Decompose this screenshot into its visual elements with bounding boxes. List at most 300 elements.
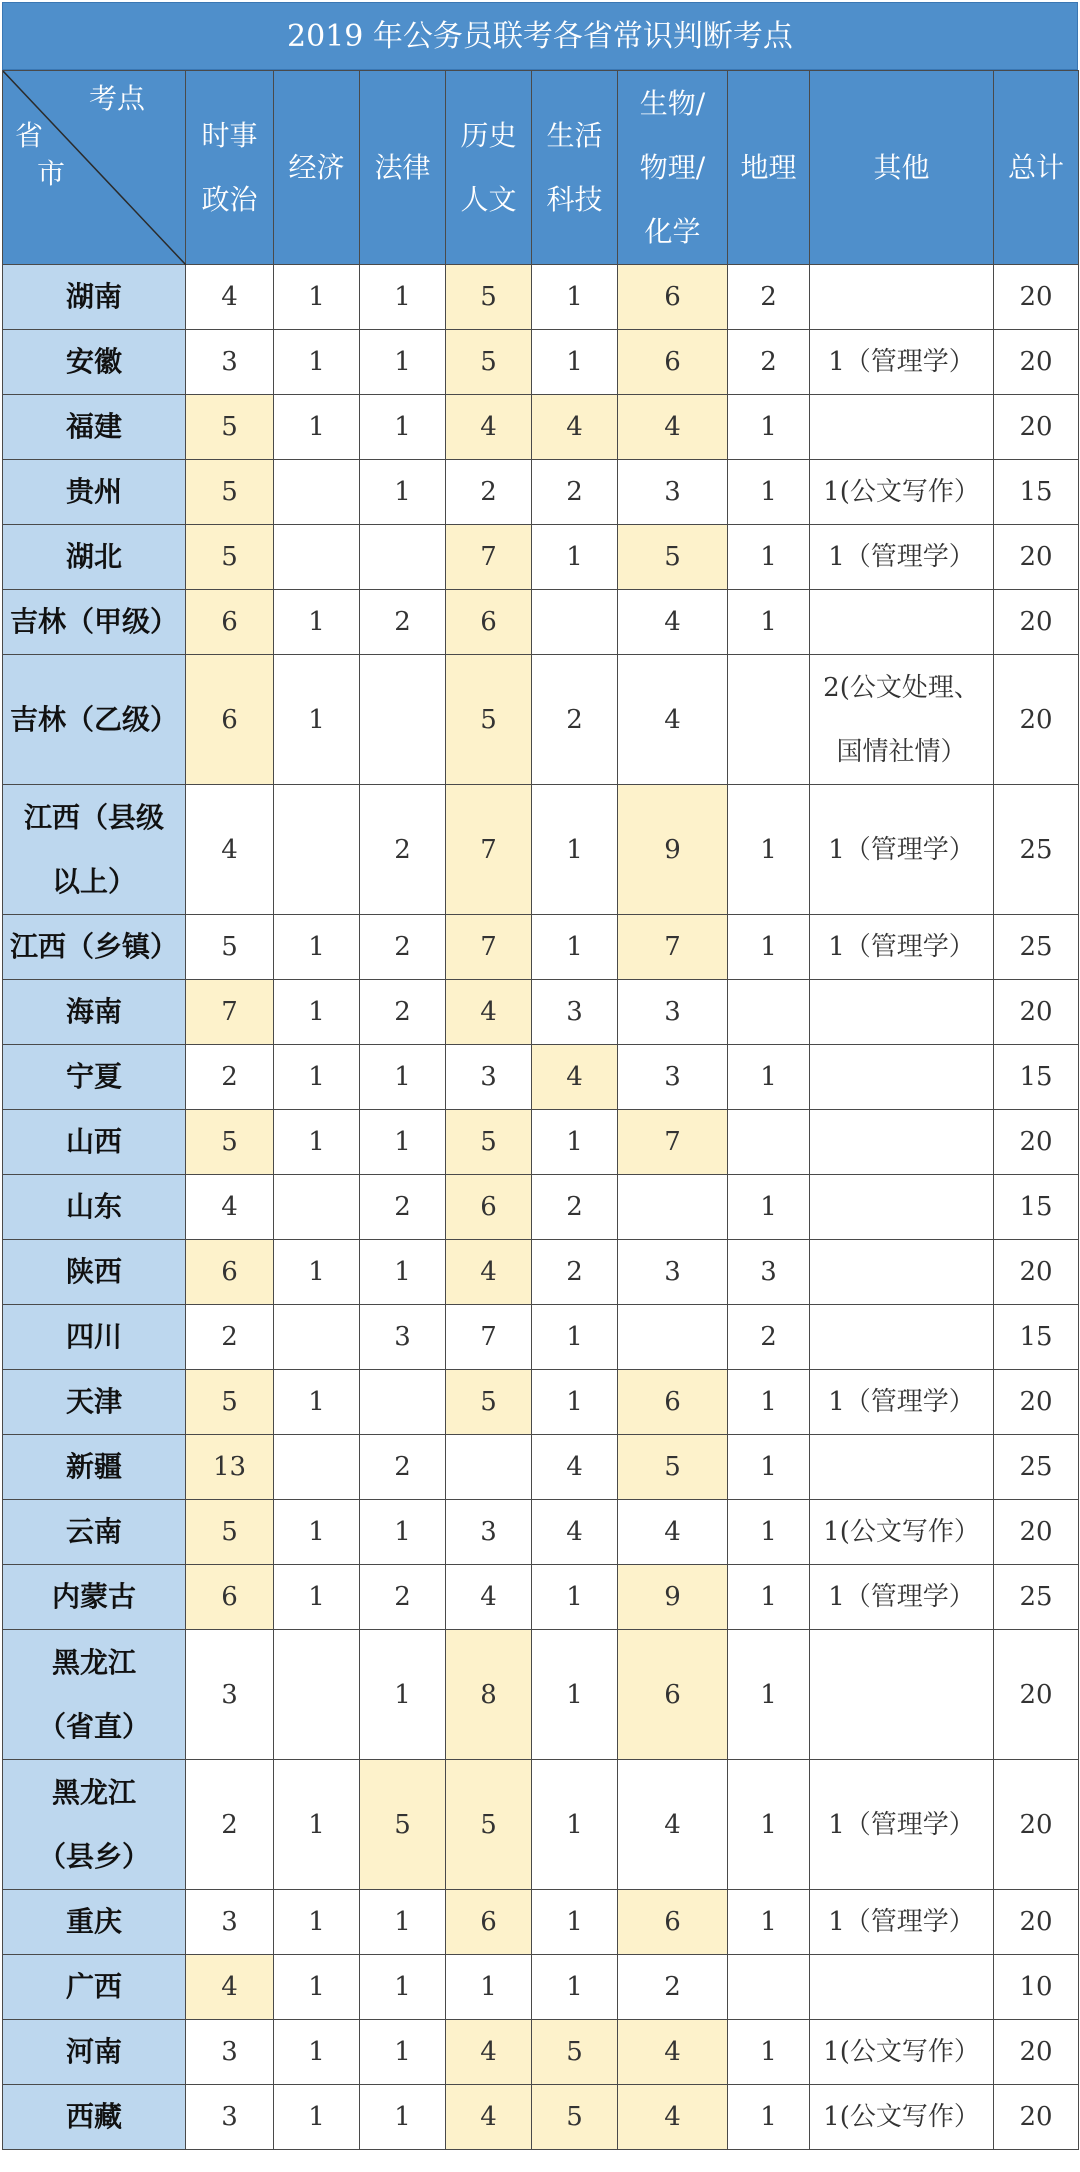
count-cell: 3 — [186, 1890, 274, 1955]
province-name: 黑龙江 — [51, 1645, 136, 1679]
count-cell: 5 — [446, 1760, 532, 1890]
count-cell: 5 — [446, 265, 532, 330]
count-cell: 2 — [360, 590, 446, 655]
count-cell: 3 — [618, 460, 728, 525]
total-cell: 15 — [994, 1305, 1079, 1370]
province-name: 吉林（乙级） — [9, 702, 178, 736]
table-row — [3, 395, 1079, 460]
count-cell: 1 — [360, 2085, 446, 2150]
other-topic-cell — [810, 395, 994, 460]
column-header — [274, 71, 360, 265]
count-cell: 3 — [186, 330, 274, 395]
count-cell: 2 — [360, 785, 446, 915]
count-cell: 1 — [728, 1630, 810, 1760]
count-cell: 5 — [446, 1110, 532, 1175]
count-cell: 5 — [186, 1110, 274, 1175]
count-cell: 6 — [618, 265, 728, 330]
count-cell: 4 — [618, 590, 728, 655]
total-cell: 20 — [994, 1630, 1079, 1760]
count-cell: 2 — [186, 1045, 274, 1110]
other-topic-cell — [810, 1240, 994, 1305]
count-cell: 4 — [186, 1955, 274, 2020]
count-cell: 5 — [186, 915, 274, 980]
other-topic-cell: 1（管理学） — [810, 1890, 994, 1955]
total-cell: 20 — [994, 330, 1079, 395]
cell-text: 国情社情） — [836, 736, 967, 767]
other-topic-cell — [810, 980, 994, 1045]
count-cell: 5 — [446, 1370, 532, 1435]
province-name: 贵州 — [65, 475, 122, 508]
count-cell: 1 — [532, 1370, 618, 1435]
province-name: 天津 — [65, 1385, 122, 1418]
other-topic-cell: 1(公文写作） — [810, 2085, 994, 2150]
count-cell: 1 — [728, 460, 810, 525]
table-row — [3, 1630, 1079, 1760]
count-cell: 1 — [532, 785, 618, 915]
other-topic-cell: 1（管理学） — [810, 525, 994, 590]
column-header-text: 地理 — [740, 150, 797, 184]
province-cell — [3, 1305, 186, 1370]
count-cell: 2 — [360, 980, 446, 1045]
count-cell: 1 — [360, 330, 446, 395]
province-name: 宁夏 — [65, 1060, 122, 1093]
count-cell — [360, 525, 446, 590]
count-cell: 1 — [360, 460, 446, 525]
province-name: 重庆 — [65, 1905, 122, 1938]
count-cell: 6 — [446, 1890, 532, 1955]
count-cell: 1 — [728, 590, 810, 655]
count-cell: 1 — [532, 1630, 618, 1760]
count-cell: 1 — [728, 1500, 810, 1565]
column-header-text: 生物/ — [639, 86, 706, 120]
column-header-text: 科技 — [546, 182, 603, 216]
count-cell: 7 — [446, 785, 532, 915]
count-cell: 1 — [274, 330, 360, 395]
column-header — [360, 71, 446, 265]
count-cell — [274, 460, 360, 525]
province-cell — [3, 1045, 186, 1110]
other-topic-cell — [810, 1630, 994, 1760]
count-cell: 2 — [728, 330, 810, 395]
column-header — [532, 71, 618, 265]
total-cell: 20 — [994, 2085, 1079, 2150]
count-cell: 1 — [360, 395, 446, 460]
count-cell: 2 — [532, 655, 618, 785]
count-cell: 6 — [186, 655, 274, 785]
count-cell: 3 — [618, 980, 728, 1045]
count-cell: 4 — [532, 395, 618, 460]
total-cell: 20 — [994, 1500, 1079, 1565]
count-cell: 1 — [728, 2020, 810, 2085]
count-cell: 1 — [360, 1955, 446, 2020]
count-cell: 6 — [186, 1565, 274, 1630]
count-cell: 3 — [446, 1045, 532, 1110]
table-row — [3, 265, 1079, 330]
count-cell: 1 — [360, 1630, 446, 1760]
count-cell: 2 — [360, 1435, 446, 1500]
count-cell: 1 — [274, 2085, 360, 2150]
province-name: 黑龙江 — [51, 1775, 136, 1809]
count-cell — [728, 1955, 810, 2020]
count-cell — [532, 590, 618, 655]
count-cell: 4 — [618, 395, 728, 460]
other-topic-cell: 1（管理学） — [810, 1370, 994, 1435]
table-row — [3, 1305, 1079, 1370]
province-cell — [3, 655, 186, 785]
count-cell: 1 — [360, 1045, 446, 1110]
count-cell: 1 — [360, 1500, 446, 1565]
count-cell: 1 — [728, 1760, 810, 1890]
count-cell: 1 — [360, 2020, 446, 2085]
column-header — [618, 71, 728, 265]
corner-header-cell — [3, 71, 186, 265]
column-header-text: 其他 — [873, 150, 930, 184]
table-row — [3, 1175, 1079, 1240]
province-name: 福建 — [65, 410, 122, 443]
count-cell: 3 — [446, 1500, 532, 1565]
count-cell: 4 — [618, 655, 728, 785]
count-cell: 4 — [618, 2020, 728, 2085]
count-cell: 1 — [532, 1760, 618, 1890]
province-cell — [3, 1630, 186, 1760]
count-cell: 5 — [618, 525, 728, 590]
count-cell: 1 — [728, 1435, 810, 1500]
count-cell: 4 — [446, 2020, 532, 2085]
other-topic-cell: 1(公文写作） — [810, 2020, 994, 2085]
count-cell: 2 — [186, 1760, 274, 1890]
count-cell: 7 — [446, 1305, 532, 1370]
count-cell: 3 — [186, 1630, 274, 1760]
count-cell: 5 — [186, 525, 274, 590]
province-name: 江西（乡镇） — [9, 930, 178, 963]
province-cell — [3, 1370, 186, 1435]
column-header-text: 时事 — [201, 118, 258, 152]
count-cell: 1 — [274, 915, 360, 980]
province-name: 西藏 — [65, 2100, 122, 2133]
province-cell — [3, 1175, 186, 1240]
province-cell — [3, 2020, 186, 2085]
table-row — [3, 590, 1079, 655]
count-cell — [728, 980, 810, 1045]
province-name: 安徽 — [65, 345, 122, 378]
column-header — [994, 71, 1079, 265]
province-name: 陕西 — [65, 1255, 122, 1288]
count-cell: 6 — [618, 1890, 728, 1955]
count-cell: 5 — [186, 460, 274, 525]
count-cell: 5 — [360, 1760, 446, 1890]
count-cell: 1 — [274, 655, 360, 785]
other-topic-cell — [810, 1305, 994, 1370]
province-cell — [3, 460, 186, 525]
count-cell — [728, 655, 810, 785]
other-topic-cell — [810, 655, 994, 785]
province-name: 江西（县级 — [23, 800, 164, 834]
count-cell: 2 — [532, 460, 618, 525]
count-cell: 6 — [618, 330, 728, 395]
count-cell: 9 — [618, 1565, 728, 1630]
total-cell: 20 — [994, 1760, 1079, 1890]
other-topic-cell: 1(公文写作） — [810, 1500, 994, 1565]
table-row — [3, 655, 1079, 785]
count-cell: 7 — [186, 980, 274, 1045]
count-cell: 4 — [532, 1500, 618, 1565]
count-cell: 9 — [618, 785, 728, 915]
corner-label-topic: 考点 — [88, 82, 145, 115]
table-row — [3, 980, 1079, 1045]
count-cell: 4 — [186, 265, 274, 330]
count-cell: 6 — [186, 590, 274, 655]
other-topic-cell — [810, 1110, 994, 1175]
other-topic-cell: 1（管理学） — [810, 330, 994, 395]
count-cell: 6 — [618, 1630, 728, 1760]
count-cell: 4 — [186, 785, 274, 915]
count-cell: 4 — [532, 1435, 618, 1500]
count-cell: 7 — [618, 1110, 728, 1175]
count-cell: 2 — [532, 1175, 618, 1240]
count-cell: 4 — [532, 1045, 618, 1110]
total-cell: 20 — [994, 1370, 1079, 1435]
count-cell: 1 — [728, 1370, 810, 1435]
other-topic-cell — [810, 590, 994, 655]
count-cell: 13 — [186, 1435, 274, 1500]
count-cell: 1 — [446, 1955, 532, 2020]
count-cell: 4 — [446, 1565, 532, 1630]
province-cell — [3, 1500, 186, 1565]
count-cell: 1 — [274, 1500, 360, 1565]
table-row — [3, 1760, 1079, 1890]
count-cell: 1 — [274, 1565, 360, 1630]
count-cell — [728, 1110, 810, 1175]
total-cell: 20 — [994, 1890, 1079, 1955]
count-cell: 1 — [532, 1305, 618, 1370]
count-cell: 1 — [360, 1240, 446, 1305]
table-row — [3, 330, 1079, 395]
count-cell: 4 — [446, 2085, 532, 2150]
count-cell: 7 — [446, 525, 532, 590]
count-cell: 3 — [186, 2020, 274, 2085]
count-cell: 3 — [618, 1045, 728, 1110]
column-header — [728, 71, 810, 265]
total-cell: 20 — [994, 2020, 1079, 2085]
total-cell: 15 — [994, 460, 1079, 525]
province-cell — [3, 2085, 186, 2150]
column-header-text: 化学 — [644, 214, 701, 248]
province-cell — [3, 1890, 186, 1955]
other-topic-cell — [810, 1175, 994, 1240]
count-cell: 1 — [532, 1955, 618, 2020]
table-row — [3, 1110, 1079, 1175]
column-header-text: 政治 — [201, 182, 258, 216]
count-cell: 2 — [360, 915, 446, 980]
column-header-text: 人文 — [460, 182, 517, 216]
count-cell: 5 — [186, 395, 274, 460]
province-cell — [3, 330, 186, 395]
table-row — [3, 915, 1079, 980]
corner-label-city: 市 — [37, 157, 66, 190]
header-row — [3, 71, 1079, 265]
count-cell — [618, 1305, 728, 1370]
province-name: 以上） — [51, 864, 136, 898]
total-cell: 15 — [994, 1175, 1079, 1240]
count-cell — [274, 1630, 360, 1760]
count-cell: 4 — [446, 395, 532, 460]
other-topic-cell — [810, 1955, 994, 2020]
province-name: 河南 — [65, 2035, 122, 2068]
province-name: 海南 — [65, 995, 122, 1028]
count-cell — [274, 785, 360, 915]
table-row — [3, 525, 1079, 590]
count-cell: 1 — [274, 1760, 360, 1890]
count-cell: 1 — [728, 915, 810, 980]
count-cell: 1 — [728, 1045, 810, 1110]
other-topic-cell — [810, 1045, 994, 1110]
count-cell: 1 — [274, 2020, 360, 2085]
count-cell: 1 — [274, 1890, 360, 1955]
column-header — [186, 71, 274, 265]
province-cell — [3, 785, 186, 915]
count-cell: 3 — [360, 1305, 446, 1370]
count-cell: 3 — [618, 1240, 728, 1305]
count-cell: 1 — [360, 265, 446, 330]
table-row — [3, 785, 1079, 915]
count-cell: 5 — [186, 1370, 274, 1435]
total-cell: 20 — [994, 1240, 1079, 1305]
count-cell: 2 — [532, 1240, 618, 1305]
province-name: 山西 — [65, 1125, 122, 1158]
count-cell: 1 — [728, 1565, 810, 1630]
province-cell — [3, 1955, 186, 2020]
count-cell: 1 — [728, 1890, 810, 1955]
count-cell: 1 — [728, 395, 810, 460]
count-cell: 6 — [186, 1240, 274, 1305]
table-row — [3, 1565, 1079, 1630]
total-cell: 20 — [994, 655, 1079, 785]
count-cell: 1 — [532, 915, 618, 980]
other-topic-cell: 1(公文写作） — [810, 460, 994, 525]
total-cell: 25 — [994, 1435, 1079, 1500]
table-row — [3, 1890, 1079, 1955]
province-cell — [3, 525, 186, 590]
table-row — [3, 1500, 1079, 1565]
count-cell — [274, 1175, 360, 1240]
table-title: 2019 年公务员联考各省常识判断考点 — [2, 2, 1078, 70]
count-cell: 1 — [274, 590, 360, 655]
total-cell: 25 — [994, 785, 1079, 915]
count-cell: 1 — [274, 395, 360, 460]
count-cell: 4 — [618, 1760, 728, 1890]
other-topic-cell: 1（管理学） — [810, 785, 994, 915]
count-cell: 1 — [360, 1890, 446, 1955]
count-cell: 5 — [446, 330, 532, 395]
count-cell: 7 — [618, 915, 728, 980]
province-name: 云南 — [65, 1515, 122, 1548]
province-cell — [3, 915, 186, 980]
table-row — [3, 1370, 1079, 1435]
count-cell: 5 — [618, 1435, 728, 1500]
province-name: 吉林（甲级） — [9, 605, 178, 638]
province-cell — [3, 1110, 186, 1175]
count-cell: 5 — [186, 1500, 274, 1565]
count-cell: 1 — [274, 1110, 360, 1175]
count-cell: 1 — [274, 1240, 360, 1305]
table-row — [3, 2085, 1079, 2150]
count-cell: 1 — [532, 525, 618, 590]
province-name: （省直） — [37, 1709, 150, 1743]
count-cell: 6 — [446, 590, 532, 655]
cell-text: 2(公文处理、 — [823, 672, 980, 703]
count-cell: 1 — [360, 1110, 446, 1175]
table-row — [3, 460, 1079, 525]
count-cell: 5 — [446, 655, 532, 785]
count-cell: 7 — [446, 915, 532, 980]
count-cell: 6 — [446, 1175, 532, 1240]
table-row — [3, 2020, 1079, 2085]
count-cell — [274, 1305, 360, 1370]
column-header-text: 总计 — [1007, 150, 1064, 184]
total-cell: 20 — [994, 1110, 1079, 1175]
table-row — [3, 1240, 1079, 1305]
count-cell: 4 — [446, 1240, 532, 1305]
province-cell — [3, 265, 186, 330]
count-cell: 2 — [728, 265, 810, 330]
count-cell: 2 — [186, 1305, 274, 1370]
other-topic-cell: 1（管理学） — [810, 1565, 994, 1630]
province-cell — [3, 395, 186, 460]
count-cell — [360, 655, 446, 785]
count-cell: 4 — [186, 1175, 274, 1240]
count-cell: 2 — [446, 460, 532, 525]
count-cell — [446, 1435, 532, 1500]
count-cell: 1 — [274, 265, 360, 330]
count-cell: 5 — [532, 2020, 618, 2085]
province-cell — [3, 1760, 186, 1890]
total-cell: 20 — [994, 980, 1079, 1045]
count-cell — [274, 525, 360, 590]
province-cell — [3, 980, 186, 1045]
province-name: 湖南 — [65, 280, 122, 313]
count-cell: 1 — [532, 265, 618, 330]
table-row — [3, 1435, 1079, 1500]
table-row — [3, 1955, 1079, 2020]
count-cell: 8 — [446, 1630, 532, 1760]
province-name: 四川 — [65, 1320, 122, 1353]
count-cell: 4 — [446, 980, 532, 1045]
table-body — [3, 265, 1079, 2150]
exam-topics-table — [2, 70, 1079, 2150]
province-name: 湖北 — [65, 540, 122, 573]
province-cell — [3, 1565, 186, 1630]
count-cell: 2 — [360, 1175, 446, 1240]
total-cell: 20 — [994, 265, 1079, 330]
total-cell: 20 — [994, 525, 1079, 590]
count-cell: 3 — [532, 980, 618, 1045]
count-cell: 4 — [618, 2085, 728, 2150]
province-cell — [3, 1240, 186, 1305]
count-cell: 1 — [728, 525, 810, 590]
column-header-text: 历史 — [460, 118, 517, 152]
other-topic-cell — [810, 1435, 994, 1500]
corner-label-province: 省 — [15, 119, 44, 152]
column-header-text: 法律 — [374, 150, 431, 184]
column-header-text: 生活 — [546, 118, 603, 152]
province-name: 广西 — [65, 1970, 122, 2003]
count-cell: 1 — [274, 1370, 360, 1435]
province-name: （县乡） — [37, 1839, 150, 1873]
count-cell: 1 — [728, 2085, 810, 2150]
count-cell: 1 — [274, 1045, 360, 1110]
other-topic-cell — [810, 265, 994, 330]
count-cell — [618, 1175, 728, 1240]
